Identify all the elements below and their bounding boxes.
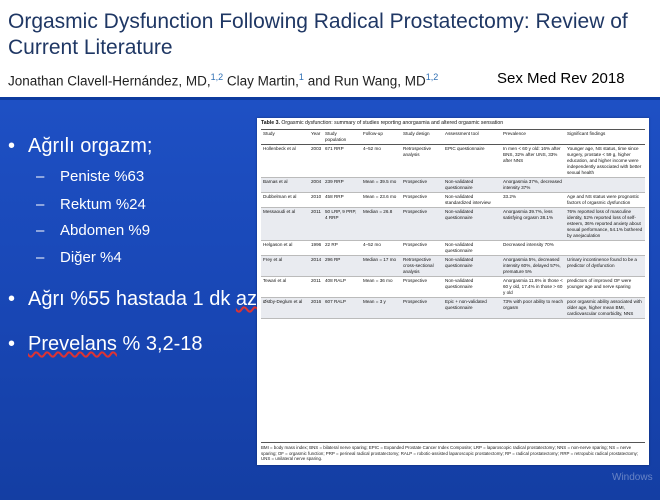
bullet-text: Ağrı %55 hastada 1 dk [28,288,236,310]
table-row [261,178,645,193]
column-header: Study population [323,130,361,145]
dash-symbol: – [36,196,45,213]
table-cell: Retrospective cross-sectional analysis [401,256,443,277]
bullet-symbol: • [8,333,16,355]
sub-bullet-text: Peniste %63 [60,168,145,185]
table-cell: 2011 [309,208,323,241]
table-cell: Mean = 23.6 mo [361,193,401,208]
sub-bullet-text: Rektum %24 [60,196,146,213]
table-row [261,241,645,256]
sub-bullet-text: Abdomen %9 [60,222,151,239]
journal-citation: Sex Med Rev 2018 [497,70,625,87]
table-cell: 33.2% [501,193,565,208]
table-caption-text: Orgasmic dysfunction: summary of studies reporting anorgasmia and altered orgasmic sensation [281,120,504,126]
table-cell: 296 RP [323,256,361,277]
author-name: Jonathan Clavell-Hernández, MD, [8,73,211,89]
table-cell: 1996 [309,241,323,256]
table-cell: 2010 [309,193,323,208]
bullet-symbol: • [8,135,16,157]
sub-bullet-abdomen [36,222,150,239]
table-cell: Median = 26.8 [361,208,401,241]
dash-symbol: – [36,222,45,239]
table-cell: Median = 17 mo [361,256,401,277]
table-cell: Age and NS status were prognostic factors of orgasmic dysfunction [565,193,645,208]
table-label: Table 3. [261,120,280,126]
bullet-symbol: • [8,288,16,310]
studies-table [261,129,645,319]
sub-bullet-other [36,249,122,266]
bullet-prevalence [8,333,203,356]
table-cell: Urinary incontinence found to be a predictor of dysfunction [565,256,645,277]
table-cell: Mean = 36 mo [361,277,401,298]
table-cell: Prospective [401,193,443,208]
author-line [8,72,438,89]
table-cell: Mean = 39.5 mo [361,178,401,193]
table-cell: Mean = 3 y [361,298,401,319]
bullet-text-misspelled: Prevelans [28,333,117,355]
table-row [261,193,645,208]
table-cell: EPIC questionnaire [443,145,501,178]
table-cell: Frey et al [261,256,309,277]
table-cell: Anorgasmia 5%, decreased intensity 60%, delayed 57%, premature 5% [501,256,565,277]
table-cell: 4–52 mo [361,241,401,256]
table-caption [261,120,645,126]
windows-watermark: Windows [612,472,653,483]
table-cell: Tewari et al [261,277,309,298]
author-affiliation: 1,2 [210,72,224,82]
dash-symbol: – [36,168,45,185]
table-cell: Anorgasmia 39.7%, less satisfying orgasm 38.1% [501,208,565,241]
table-cell: Epic + non-validated questionnaire [443,298,501,319]
table-cell: Barnas et al [261,178,309,193]
column-header: Study design [401,130,443,145]
author-name: and Run Wang, MD [307,73,426,89]
table-cell: Non-validated questionnaire [443,277,501,298]
table-cell: 458 RRP [323,193,361,208]
table-cell: 2016 [309,298,323,319]
bullet-pain-duration [8,288,257,311]
sub-bullet-rectum [36,196,146,213]
table-cell: Prospective [401,241,443,256]
column-header: Follow-up [361,130,401,145]
table-cell: 2004 [309,178,323,193]
author-name: Clay Martin, [226,73,299,89]
column-header: Study [261,130,309,145]
table-cell: 22 RP [323,241,361,256]
table-cell: 76% reported loss of masculine identity, 52% reported loss of self-esteem, 36% reported anxiety about sexual performance, 54.1% bothered by anejaculation [565,208,645,241]
table-cell: Non-validated questionnaire [443,241,501,256]
bullet-painful-orgasm [8,135,152,158]
bullet-text: Ağrılı orgazm; [28,135,153,157]
paper-title: Orgasmic Dysfunction Following Radical Prostatectomy: Review of Current Literature [8,10,628,59]
table-cell: Anorgasmia 37%, decreased intensity 37% [501,178,565,193]
table-cell: Prospective [401,208,443,241]
dash-symbol: – [36,249,45,266]
table-cell: Helgason et al [261,241,309,256]
table-cell: Retrospective analysis [401,145,443,178]
table-cell: 671 RRP [323,145,361,178]
table-cell: predictors of improved OF were younger age and nerve sparing [565,277,645,298]
table-cell: Hollenbeck et al [261,145,309,178]
table-cell: Non-validated questionnaire [443,208,501,241]
table-row [261,298,645,319]
author-affiliation: 1 [298,72,304,82]
table-cell: 408 RALP [323,277,361,298]
table-cell: Messaoudi et al [261,208,309,241]
table-header-row [261,130,645,145]
table-cell: Prospective [401,298,443,319]
table-cell: 2003 [309,145,323,178]
table-row [261,277,645,298]
table-cell: Decreased intensity 70% [501,241,565,256]
table-footnote: BMI = body mass index; BNS = bilateral nerve sparing; EPIC = Expanded Prostate Cancer Index Composite; LRP = laparoscopic radical prostatectomy; NNS = non-nerve sparing; NS = nerve sparing; OF = orgasmic function; PRP = perineal radical prostatectomy; RALP = robotic-assisted laparoscopic prostatectomy; RP = radical prostatectomy; RRP = retropubic radical prostatectomy; UNS = unilateral nerve sparing. [261,442,645,462]
table-cell: Dubbelman et al [261,193,309,208]
sub-bullet-penis [36,168,144,185]
table-cell: Prospective [401,277,443,298]
author-affiliation: 1,2 [425,72,439,82]
table-row [261,145,645,178]
column-header: Assessment tool [443,130,501,145]
table-cell: Østby-Deglum et al [261,298,309,319]
bullet-text-misspelled: az [235,288,258,310]
table-row [261,256,645,277]
table-cell: 2011 [309,277,323,298]
table-cell: 2014 [309,256,323,277]
column-header: Significant findings [565,130,645,145]
table-cell: Non-validated standardized interview [443,193,501,208]
table-cell: Anorgasmia 11.6% in those < 60 y old, 17.4% in those > 60 y old [501,277,565,298]
table-cell: Prospective [401,178,443,193]
table-cell: poor orgasmic ability associated with older age, higher mean BMI, cardiovascular comorbidity, NNS [565,298,645,319]
table-cell: Non-validated questionnaire [443,178,501,193]
table-cell: 50 LRP, 9 PRP, 4 RRP [323,208,361,241]
table-cell: 73% with poor ability to reach orgasm [501,298,565,319]
table-cell: 4–52 mo [361,145,401,178]
bullet-text: % 3,2-18 [116,333,203,355]
table-cell: In men < 60 y old: 16% after BNS, 32% after UNS, 33% after NNS [501,145,565,178]
study-table-image [257,118,649,465]
table-cell [565,178,645,193]
table-cell: Younger age, NS status, time since surgery, prostate < 59 g, higher education, and higher income were independently associated with better sexual health [565,145,645,178]
table-cell: Non-validated questionnaire [443,256,501,277]
table-cell: 607 RALP [323,298,361,319]
column-header: Prevalence [501,130,565,145]
table-row [261,208,645,241]
paper-header [0,0,660,97]
table-cell [565,241,645,256]
sub-bullet-text: Diğer %4 [60,249,122,266]
table-cell: 239 RRP [323,178,361,193]
column-header: Year [309,130,323,145]
